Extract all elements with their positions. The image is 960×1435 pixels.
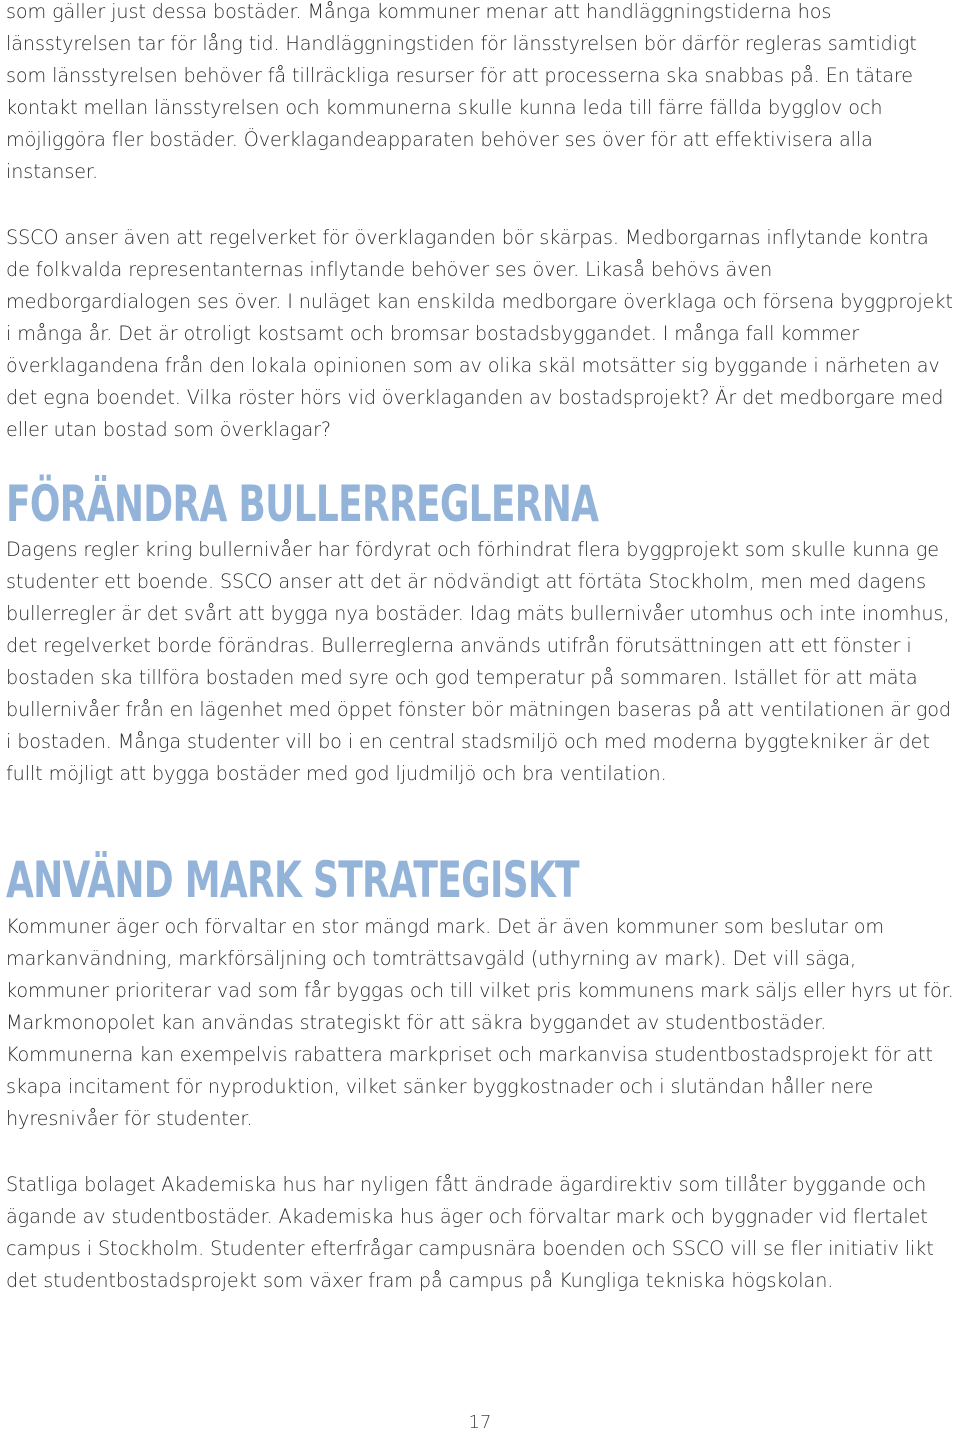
- body-paragraph-intro-2: SSCO anser även att regelverket för överklaganden bör skärpas. Medborgarnas inflytande kontra de folkvalda representanternas inflytande behöver ses över. Likaså behövs även medborgardialogen ses över. I nuläget kan enskilda medborgare överklaga och försena byggprojekt i många år. Det är otroligt kostsamt och bromsar bostadsbyggandet. I många fall kommer överklagandena från den lokala opinionen som av olika skäl motsätter sig byggande i närheten av det egna boendet. Vilka röster hörs vid överklaganden av bostadsprojekt? Är det medborgare med eller utan bostad som överklagar?: [6, 226, 953, 441]
- body-paragraph-buller: Dagens regler kring bullernivåer har fördyrat och förhindrat flera byggprojekt som skulle kunna ge studenter ett boende. SSCO anser att det är nödvändigt att förtäta Stockholm, men med dagens bullerregler är det svårt att bygga nya bostäder. Idag mäts bullernivåer utomhus och inte inomhus, det regelverket borde förändras. Bullerreglerna används utifrån förutsättningen att ett fönster i bostaden ska tillföra bostaden med syre och god temperatur på sommaren. Istället för att mäta bullernivåer från en lägenhet med öppet fönster bör mätningen baseras på att ventilationen är god i bostaden. Många studenter vill bo i en central stadsmiljö och med moderna byggtekniker är det fullt möjligt att bygga bostäder med god ljudmiljö och bra ventilation.: [6, 538, 952, 785]
- page-number: 17: [468, 1412, 492, 1433]
- body-paragraph-mark-2: Statliga bolaget Akademiska hus har nyligen fått ändrade ägardirektiv som tillåter byggande och ägande av studentbostäder. Akademiska hus äger och förvaltar mark och byggnader vid flertalet campus i Stockholm. Studenter efterfrågar campusnära boenden och SSCO vill se fler initiativ likt det studentbostadsprojekt som växer fram på campus på Kungliga tekniska högskolan.: [6, 1173, 934, 1292]
- section-heading-mark: ANVÄND MARK STRATEGISKT: [6, 851, 579, 909]
- body-paragraph-intro-1: som gäller just dessa bostäder. Många kommuner menar att handläggningstiderna hos länsstyrelsen tar för lång tid. Handläggningstiden för länsstyrelsen bör därför regleras samtidigt som länsstyrelsen behöver få tillräckliga resurser för att processerna ska snabbas på. En tätare kontakt mellan länsstyrelsen och kommunerna skulle kunna leda till färre fällda bygglov och möjliggöra fler bostäder. Överklagandeapparaten behöver ses över för att effektivisera alla instanser.: [6, 0, 917, 183]
- body-paragraph-mark-1: Kommuner äger och förvaltar en stor mängd mark. Det är även kommuner som beslutar om markanvändning, markförsäljning och tomträttsavgäld (uthyrning av mark). Det vill säga, kommuner prioriterar vad som får byggas och till vilket pris kommunens mark säljs eller hyrs ut för. Markmonopolet kan användas strategiskt för att säkra byggandet av studentbostäder. Kommunerna kan exempelvis rabattera markpriset och markanvisa studentbostadsprojekt för att skapa incitament för nyproduktion, vilket sänker byggkostnader och i slutändan håller nere hyresnivåer för studenter.: [6, 915, 954, 1130]
- section-heading-buller: FÖRÄNDRA BULLERREGLERNA: [6, 475, 599, 533]
